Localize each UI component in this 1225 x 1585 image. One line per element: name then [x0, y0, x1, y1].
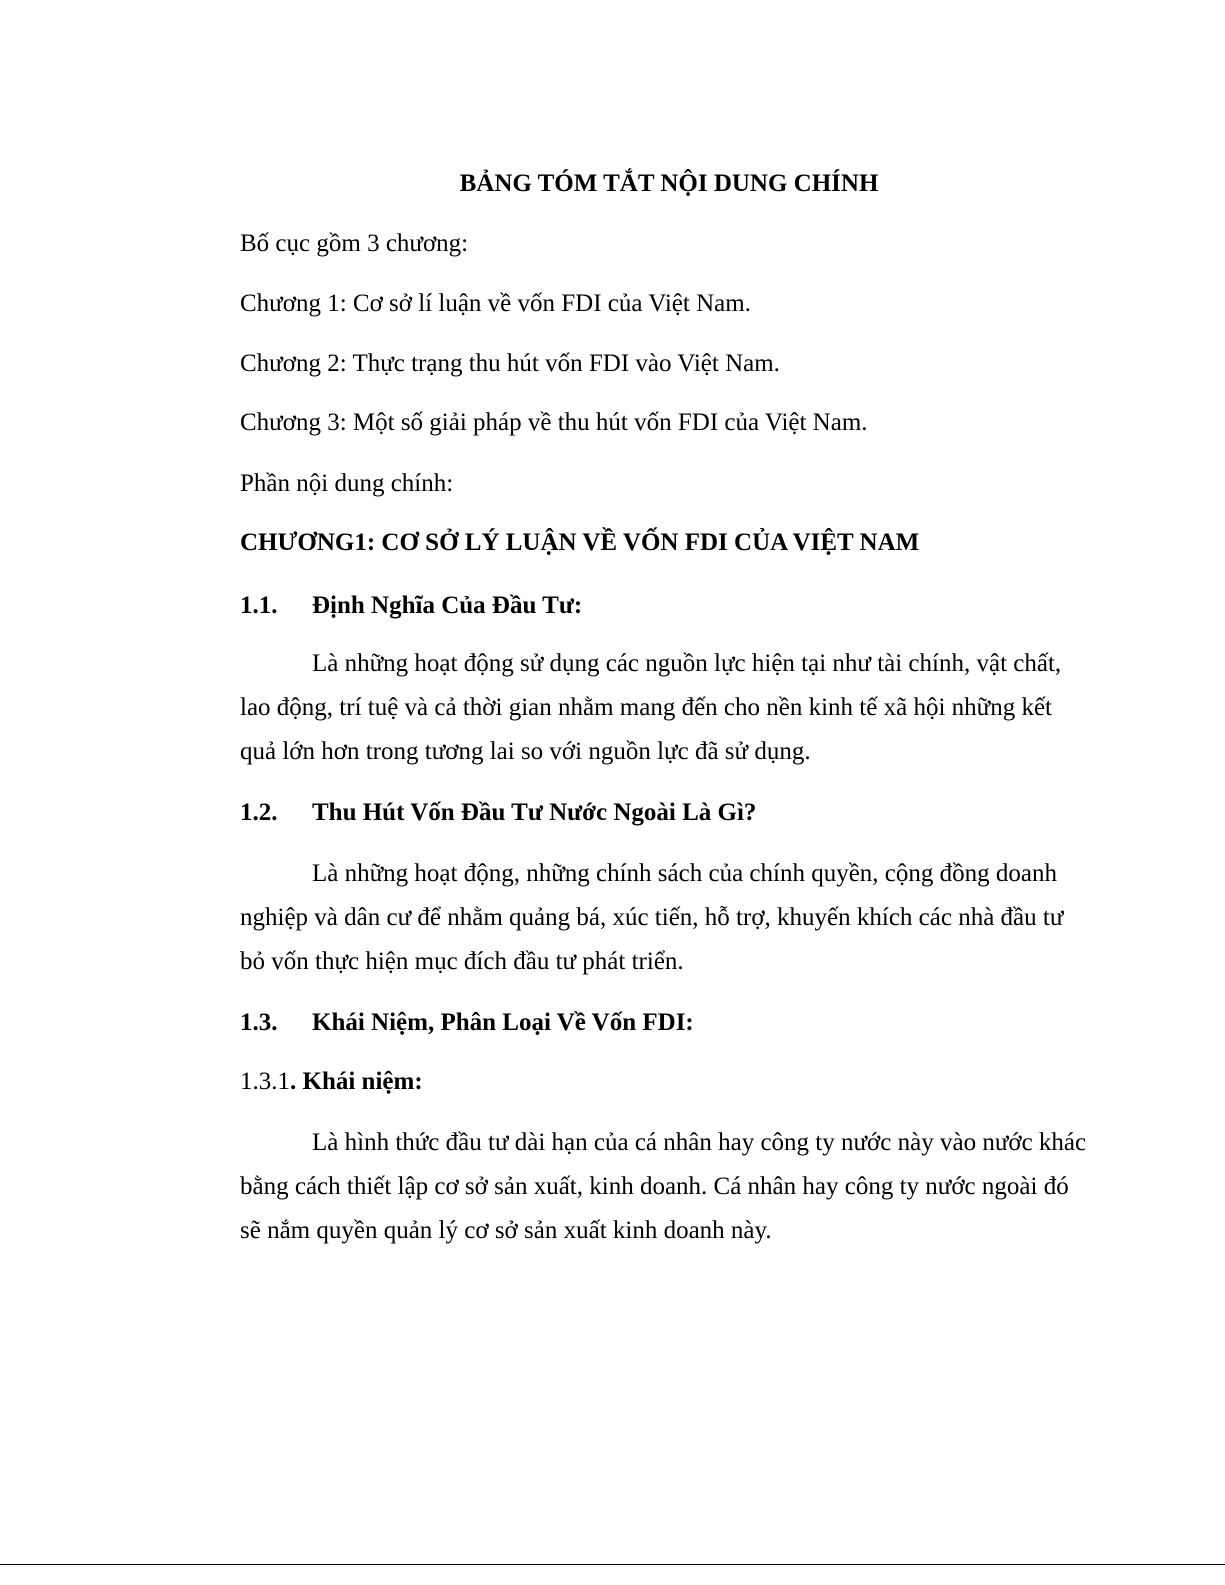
section-heading-1-3	[240, 1007, 694, 1039]
section-title: Định Nghĩa Của Đầu Tư:	[312, 592, 583, 619]
intro-text: Bố cục gồm 3 chương:	[240, 230, 469, 257]
section-title: Khái Niệm, Phân Loại Về Vốn FDI:	[312, 1009, 694, 1036]
section-number: 1.1.	[240, 592, 278, 619]
section-number: 1.3.	[240, 1009, 278, 1036]
subsection-title: . Khái niệm:	[290, 1068, 423, 1095]
subsection-number: 1.3.1	[240, 1068, 290, 1095]
main-content-label: Phần nội dung chính:	[240, 470, 454, 497]
chapter-1-heading: CHƯƠNG1: CƠ SỞ LÝ LUẬN VỀ VỐN FDI CỦA VIỆT NAM	[240, 529, 920, 556]
subsection-body-1-3-1: Là hình thức đầu tư dài hạn của cá nhân hay công ty nước này vào nước khác bằng cách thiết lập cơ sở sản xuất, kinh doanh. Cá nhân hay công ty nước ngoài đó sẽ nắm quyền quản lý cơ sở sản xuất kinh doanh này.	[240, 1129, 1087, 1244]
section-title: Thu Hút Vốn Đầu Tư Nước Ngoài Là Gì?	[312, 799, 757, 826]
subsection-heading-1-3-1	[240, 1066, 423, 1098]
bottom-divider	[0, 1564, 1225, 1565]
section-number: 1.2.	[240, 799, 278, 826]
section-body-1-2: Là những hoạt động, những chính sách của chính quyền, cộng đồng doanh nghiệp và dân cư để nhằm quảng bá, xúc tiến, hỗ trợ, khuyến khích các nhà đầu tư bỏ vốn thực hiện mục đích đầu tư phát triển.	[240, 860, 1064, 975]
chapter-3-summary: Chương 3: Một số giải pháp về thu hút vốn FDI của Việt Nam.	[240, 409, 868, 436]
section-body-1-1: Là những hoạt động sử dụng các nguồn lực hiện tại như tài chính, vật chất, lao động, trí tuệ và cả thời gian nhằm mang đến cho nền kinh tế xã hội những kết quả lớn hơn trong tương lai so với nguồn lực đã sử dụng.	[240, 650, 1062, 765]
section-heading-1-2	[240, 797, 756, 829]
chapter-2-summary: Chương 2: Thực trạng thu hút vốn FDI vào Việt Nam.	[240, 350, 780, 377]
section-heading-1-1	[240, 590, 582, 622]
chapter-1-summary: Chương 1: Cơ sở lí luận về vốn FDI của Việt Nam.	[240, 290, 751, 317]
page-title: BẢNG TÓM TẮT NỘI DUNG CHÍNH	[459, 170, 879, 197]
